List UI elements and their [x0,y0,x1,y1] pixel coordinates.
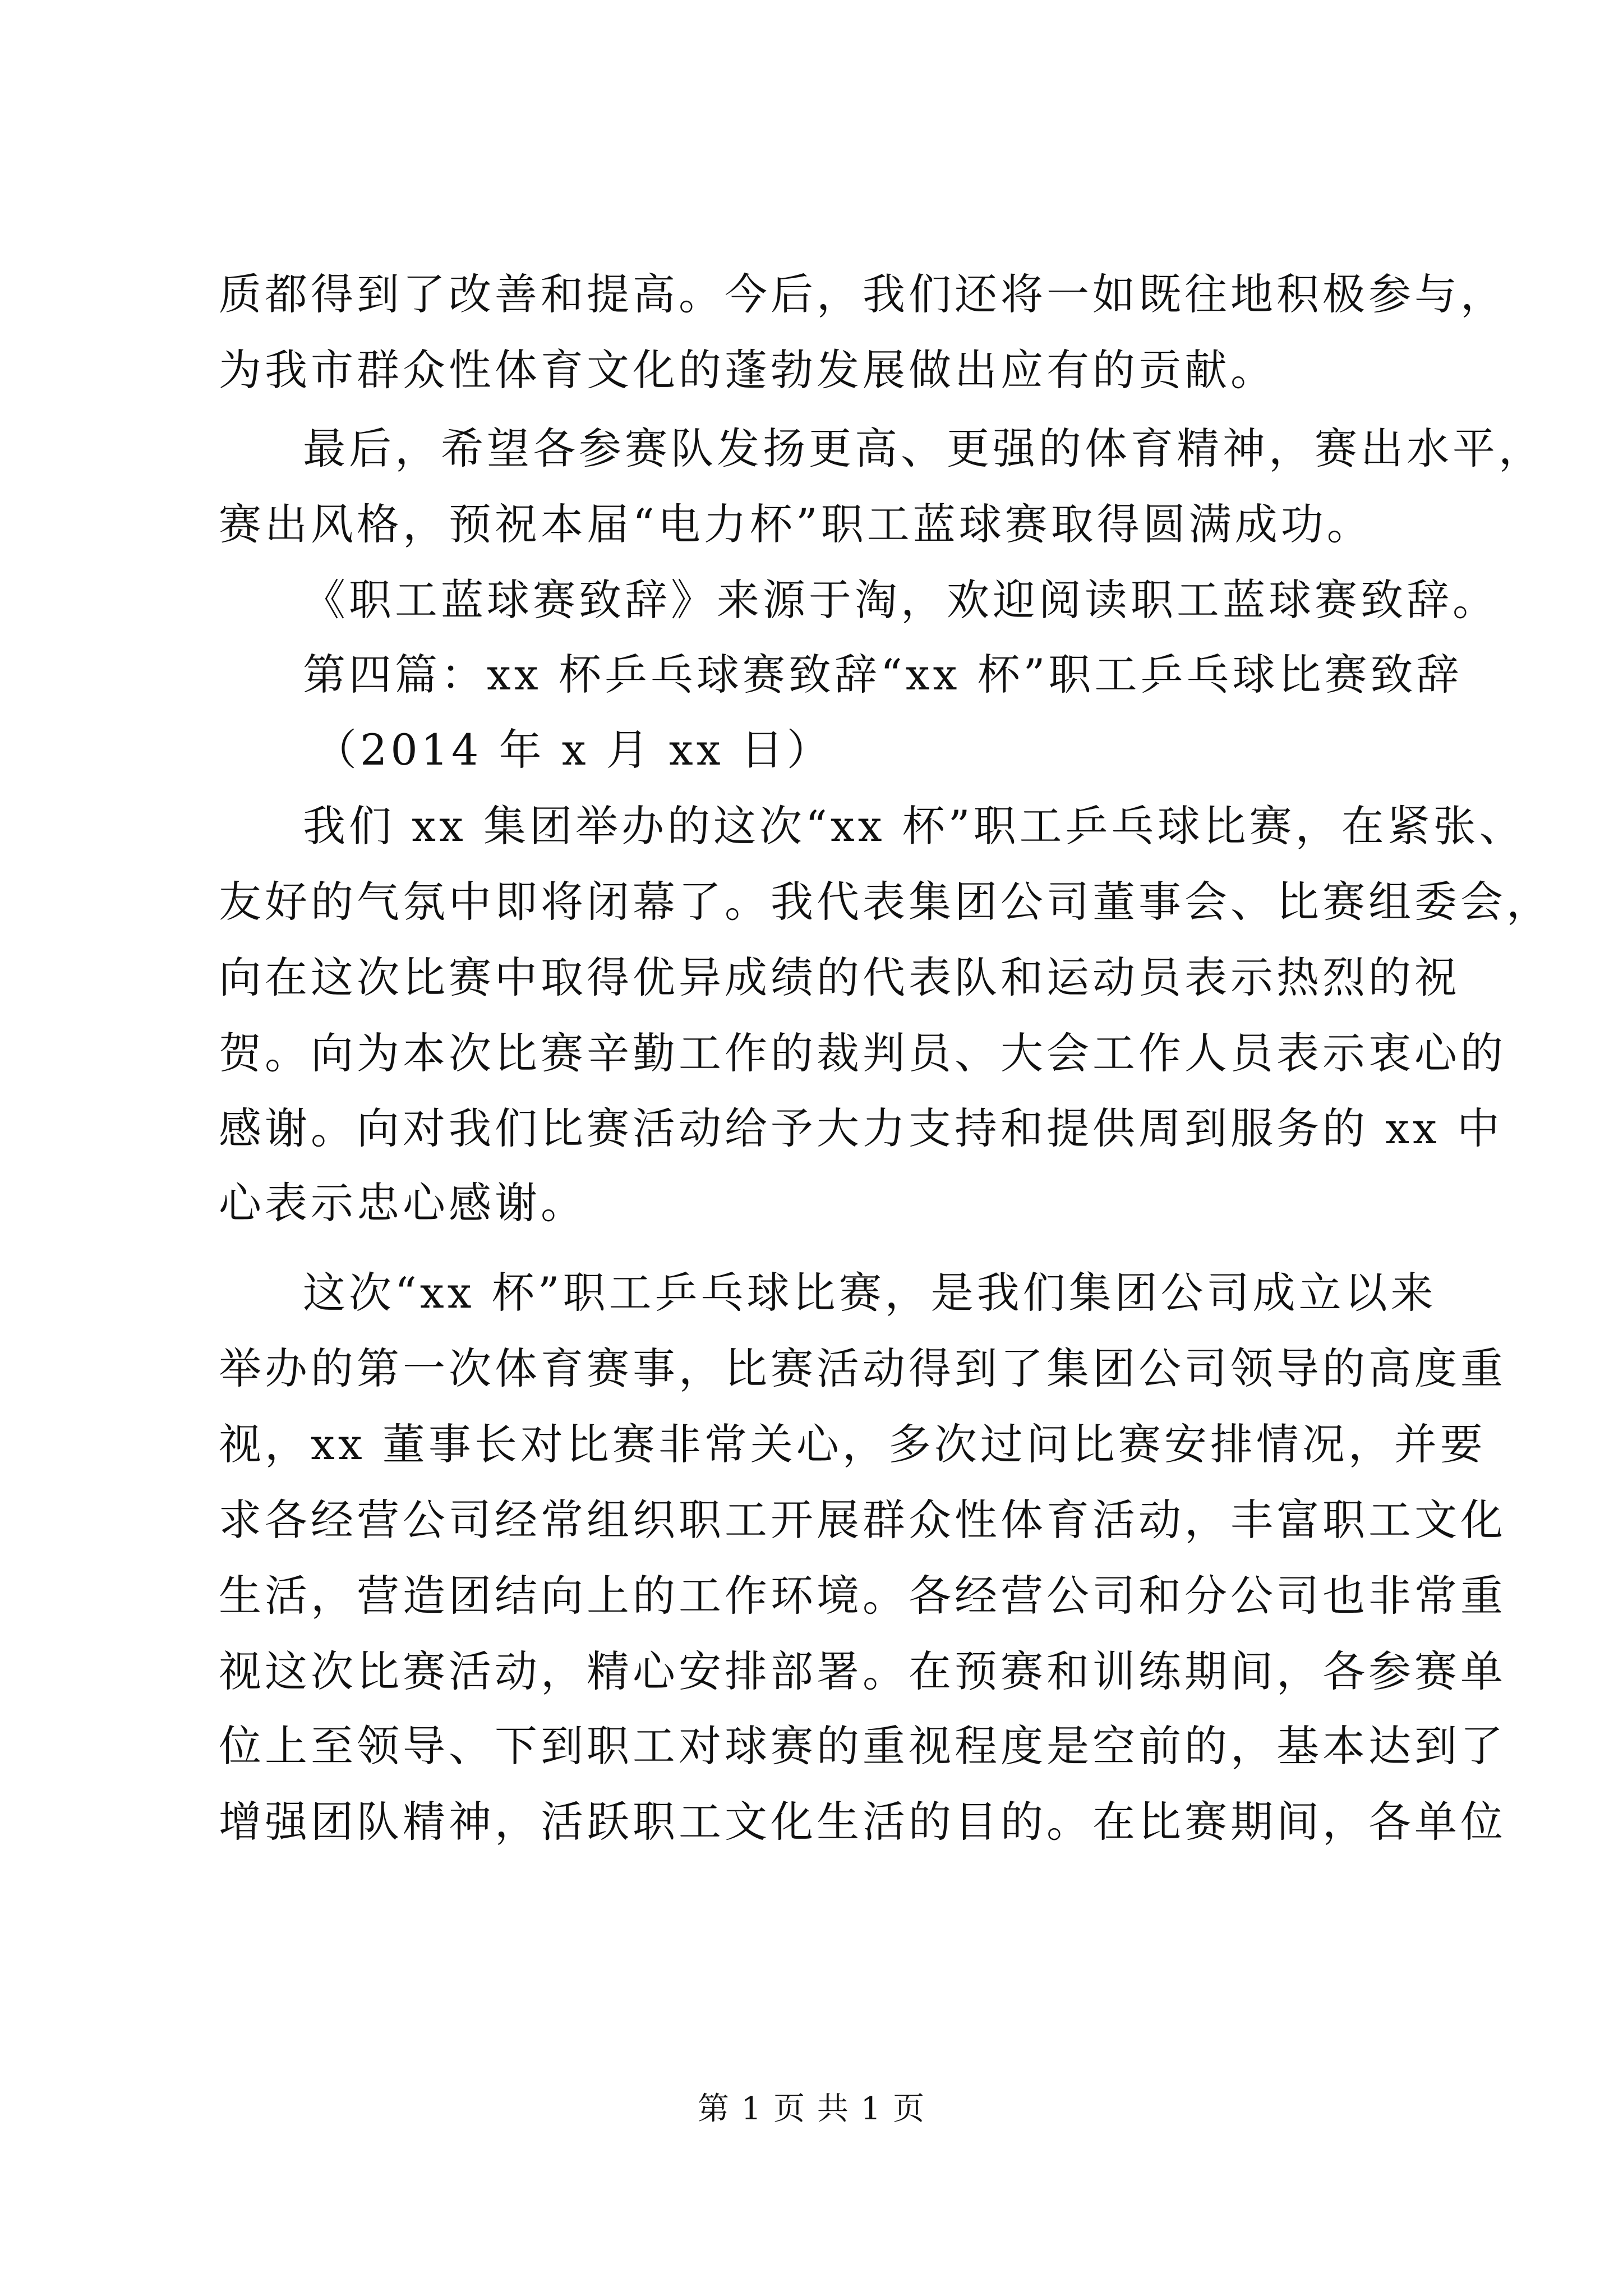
text-line: 贺。向为本次比赛辛勤工作的裁判员、大会工作人员表示衷心的 [219,1028,1506,1078]
text-line: 向在这次比赛中取得优异成绩的代表队和运动员表示热烈的祝 [219,953,1460,1002]
text-line: 我们 xx 集团举办的这次“xx 杯”职工乒乓球比赛，在紧张、 [303,801,1525,851]
text-line: 《职工蓝球赛致辞》来源于淘，欢迎阅读职工蓝球赛致辞。 [303,575,1498,625]
page-footer: 第 1 页 共 1 页 [697,2091,926,2127]
text-line: 友好的气氛中即将闭幕了。我代表集团公司董事会、比赛组委会， [219,877,1552,927]
text-line: 最后，希望各参赛队发扬更高、更强的体育精神，赛出水平， [303,424,1544,473]
section-heading: 第四篇：xx 杯乒乓球赛致辞“xx 杯”职工乒乓球比赛致辞 [303,650,1463,700]
text-line: 心表示忠心感谢。 [219,1178,587,1228]
text-line: 赛出风格，预祝本届“电力杯”职工蓝球赛取得圆满成功。 [219,499,1373,549]
text-line: 这次“xx 杯”职工乒乓球比赛，是我们集团公司成立以来 [303,1268,1437,1318]
date-line: （2014 年 x 月 xx 日） [314,725,833,775]
text-line: 增强团队精神，活跃职工文化生活的目的。在比赛期间，各单位 [219,1797,1506,1847]
text-line: 为我市群众性体育文化的蓬勃发展做出应有的贡献。 [219,345,1276,395]
text-line: 质都得到了改善和提高。今后，我们还将一如既往地积极参与， [219,269,1506,319]
text-line: 视这次比赛活动，精心安排部署。在预赛和训练期间，各参赛单 [219,1646,1506,1696]
text-line: 感谢。向对我们比赛活动给予大力支持和提供周到服务的 xx 中 [219,1103,1504,1153]
text-line: 举办的第一次体育赛事，比赛活动得到了集团公司领导的高度重 [219,1343,1506,1393]
text-line: 生活，营造团结向上的工作环境。各经营公司和分公司也非常重 [219,1571,1506,1621]
text-line: 位上至领导、下到职工对球赛的重视程度是空前的，基本达到了 [219,1721,1506,1771]
text-line: 视，xx 董事长对比赛非常关心，多次过问比赛安排情况，并要 [219,1419,1486,1469]
text-line: 求各经营公司经常组织职工开展群众性体育活动，丰富职工文化 [219,1495,1506,1545]
